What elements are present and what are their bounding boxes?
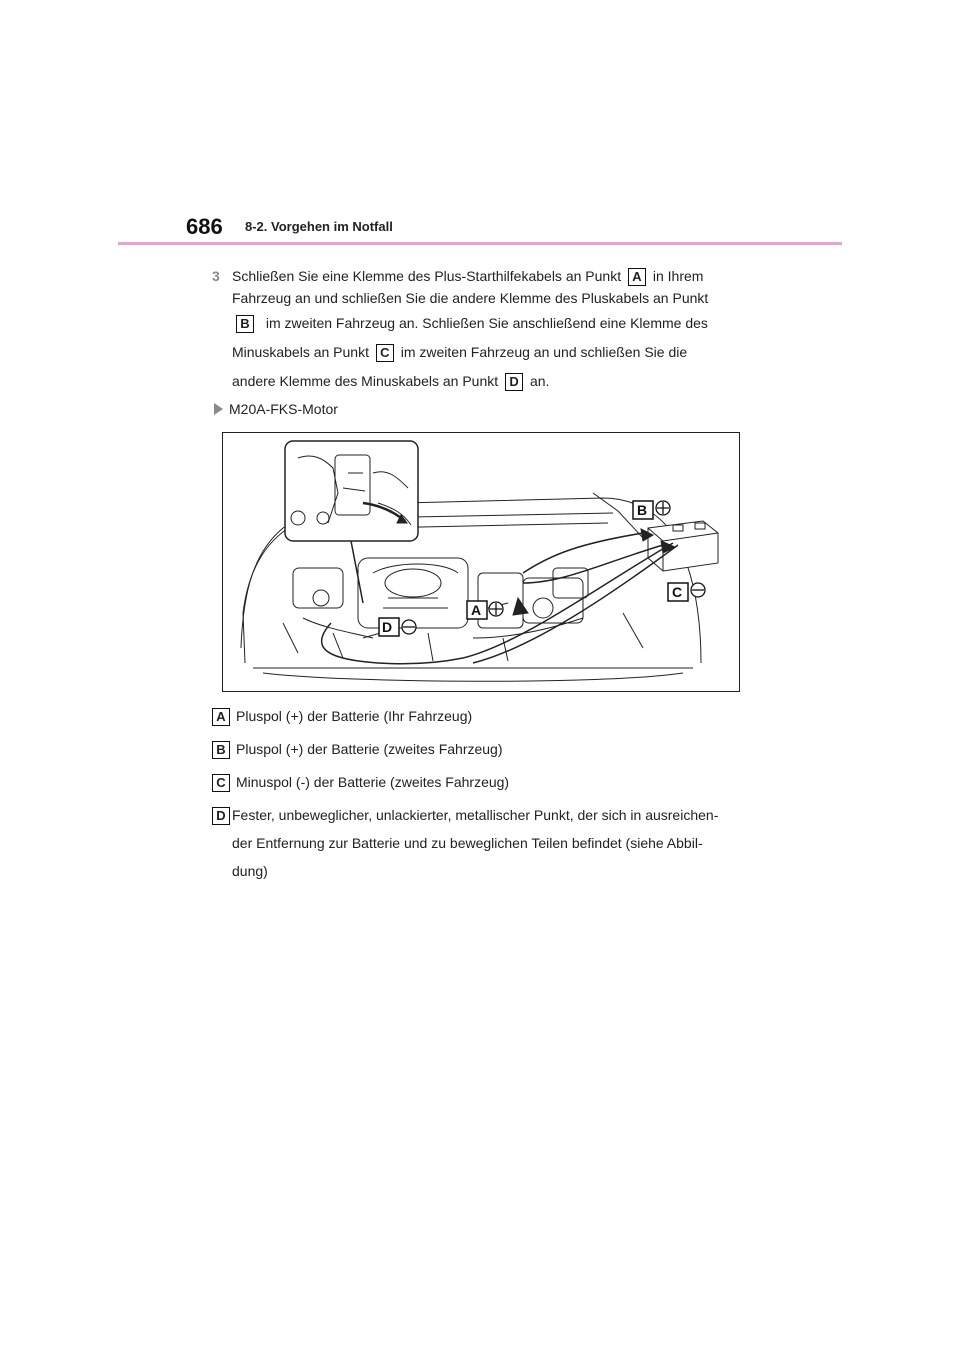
figure-label-a: A — [471, 602, 482, 618]
point-b-badge: B — [236, 315, 254, 333]
step-text: an. — [529, 373, 550, 389]
step-text: Fahrzeug an und schließen Sie die andere Klemme des Pluskabels an Punkt — [232, 290, 709, 306]
legend-badge-b: B — [212, 741, 230, 759]
step-text: Minuskabels an Punkt — [232, 344, 369, 360]
step-text: Schließen Sie eine Klemme des Plus-Starthilfekabels an Punkt — [232, 268, 622, 284]
figure-label-c: C — [672, 584, 683, 600]
point-d-badge: D — [505, 373, 523, 391]
legend-text-b: Pluspol (+) der Batterie (zweites Fahrzeug) — [236, 741, 503, 757]
figure-label-b: B — [637, 502, 648, 518]
page-number: 686 — [186, 214, 223, 239]
legend-text-d-line: der Entfernung zur Batterie und zu beweglichen Teilen befindet (siehe Abbil- — [232, 835, 703, 851]
legend-text-d — [232, 801, 752, 885]
legend-item-b — [212, 735, 503, 763]
point-c-badge: C — [376, 344, 394, 362]
legend-text-d-line: Fester, unbeweglicher, unlackierter, metallischer Punkt, der sich in ausreichen- — [232, 807, 719, 823]
point-a-badge: A — [628, 268, 646, 286]
step-number: 3 — [212, 268, 220, 284]
triangle-bullet-icon — [214, 403, 223, 415]
step-line-3 — [232, 309, 708, 337]
engine-bay-drawing — [223, 433, 740, 692]
legend-badge-c: C — [212, 774, 230, 792]
step-line-2 — [232, 284, 708, 312]
legend-text-c: Minuspol (-) der Batterie (zweites Fahrzeug) — [236, 774, 510, 790]
figure-label-d: D — [382, 619, 393, 635]
step-text: in Ihrem — [652, 268, 704, 284]
motor-label — [214, 401, 338, 417]
legend-text-a: Pluspol (+) der Batterie (Ihr Fahrzeug) — [236, 708, 473, 724]
section-title: 8-2. Vorgehen im Notfall — [245, 219, 393, 234]
legend-text-d-line: dung) — [232, 863, 268, 879]
header-rule — [118, 242, 842, 245]
step-text: andere Klemme des Minuskabels an Punkt — [232, 373, 499, 389]
step-text: im zweiten Fahrzeug an. Schließen Sie anschließend eine Klemme des — [265, 315, 708, 331]
legend-item-a — [212, 702, 472, 730]
step-text: im zweiten Fahrzeug an und schließen Sie die — [400, 344, 688, 360]
legend-item-c — [212, 768, 509, 796]
step-line-5 — [232, 367, 549, 395]
engine-illustration — [222, 432, 740, 692]
step-line-4 — [232, 338, 687, 366]
legend-badge-a: A — [212, 708, 230, 726]
motor-label-text: M20A-FKS-Motor — [229, 401, 338, 417]
legend-badge-d: D — [212, 807, 230, 825]
